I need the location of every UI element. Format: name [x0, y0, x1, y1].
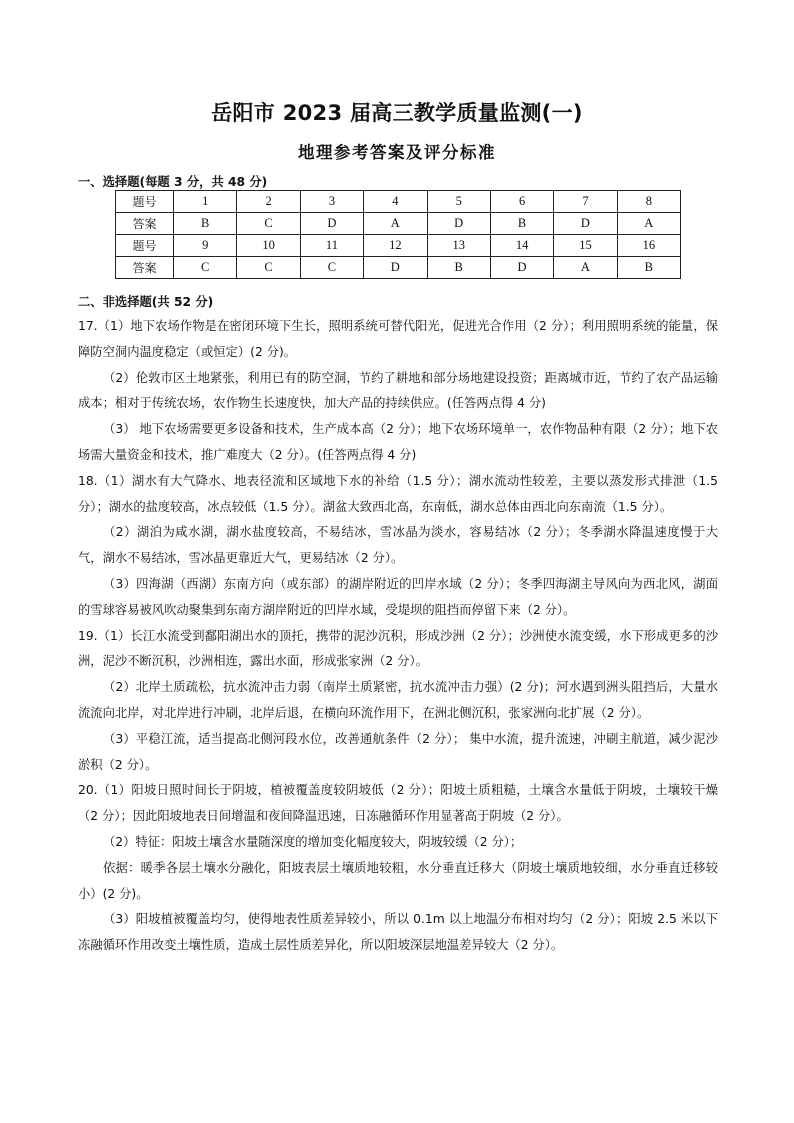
table-cell: 1	[174, 191, 237, 213]
page-title: 岳阳市 2023 届高三教学质量监测(一)	[211, 101, 583, 125]
answer-paragraph: 20.（1）阳坡日照时间长于阴坡，植被覆盖度较阴坡低（2 分）；阳坡土质粗糙，土壤含水量低于阴坡，土壤较干燥（2 分）；因此阳坡地表日间增温和夜间降温迅速，日冻融循环作用显著高于阴坡（2 分）。	[78, 783, 718, 824]
table-row-label: 答案	[116, 213, 174, 235]
table-cell: C	[174, 257, 237, 279]
answer-paragraph: （3）阳坡植被覆盖均匀，使得地表性质差异较小，所以 0.1m 以上地温分布相对均匀（2 分）；阳坡 2.5 米以下冻融循环作用改变土壤性质，造成土层性质差异化，所以阳坡深层地温差异较大（2 分）。	[78, 912, 718, 953]
table-cell: D	[490, 257, 553, 279]
page-subtitle: 地理参考答案及评分标准	[298, 143, 496, 162]
answer-paragraph: （3） 地下农场需要更多设备和技术，生产成本高（2 分）；地下农场环境单一，农作物品种有限（2 分）；地下农场需大量资金和技术，推广难度大（2 分）。(任答两点得 4 分)	[78, 422, 718, 462]
table-cell: 5	[427, 191, 490, 213]
table-cell: 13	[427, 235, 490, 257]
table-cell: 8	[617, 191, 680, 213]
table-cell: 3	[300, 191, 363, 213]
answer-paragraph: 19.（1）长江水流受到鄱阳湖出水的顶托，携带的泥沙沉积，形成沙洲（2 分）；沙洲使水流变缓，水下形成更多的沙洲，泥沙不断沉积，沙洲相连，露出水面，形成张家洲（2 分）。	[78, 628, 718, 669]
table-row-label: 答案	[116, 257, 174, 279]
section-heading-nonchoice: 二、非选择题(共 52 分)	[78, 295, 214, 309]
table-cell: 15	[554, 235, 617, 257]
table-row-label: 题号	[116, 235, 174, 257]
answer-table	[115, 190, 681, 279]
table-cell: C	[237, 257, 300, 279]
answer-paragraph: （2）湖泊为咸水湖，湖水盐度较高，不易结冰，雪冰晶为淡水，容易结冰（2 分）；冬季湖水降温速度慢于大气，湖水不易结冰，雪冰晶更靠近大气，更易结冰（2 分）。	[78, 525, 718, 566]
table-cell: 6	[490, 191, 553, 213]
table-row	[116, 213, 681, 235]
table-cell: A	[364, 213, 427, 235]
table-cell: 2	[237, 191, 300, 213]
table-cell: A	[554, 257, 617, 279]
table-row	[116, 191, 681, 213]
answer-paragraph: （3）四海湖（西湖）东南方向（或东部）的湖岸附近的凹岸水域（2 分）；冬季四海湖主导风向为西北风，湖面的雪球容易被风吹动聚集到东南方湖岸附近的凹岸水域，受堤坝的阻挡而停留下来（2 分）。	[78, 576, 718, 617]
answer-paragraph: 17.（1）地下农场作物是在密闭环境下生长，照明系统可替代阳光，促进光合作用（2 分）；利用照明系统的能量，保障防空洞内温度稳定（或恒定）(2 分)。	[78, 319, 718, 359]
table-cell: 7	[554, 191, 617, 213]
answer-paragraph: （2）特征：阳坡土壤含水量随深度的增加变化幅度较大，阴坡较缓（2 分）；	[103, 834, 523, 849]
table-cell: A	[617, 213, 680, 235]
table-row-label: 题号	[116, 191, 174, 213]
table-cell: 10	[237, 235, 300, 257]
table-cell: D	[364, 257, 427, 279]
table-cell: D	[427, 213, 490, 235]
table-cell: B	[427, 257, 490, 279]
table-row	[116, 235, 681, 257]
section-heading-choice: 一、选择题(每题 3 分，共 48 分)	[78, 175, 268, 189]
table-row	[116, 257, 681, 279]
answer-paragraph: 依据：暖季各层土壤水分融化，阳坡表层土壤质地较粗，水分垂直迁移大（阴坡土壤质地较细，水分垂直迁移较小）(2 分)。	[78, 860, 718, 901]
table-cell: 11	[300, 235, 363, 257]
table-cell: C	[237, 213, 300, 235]
table-cell: D	[300, 213, 363, 235]
table-cell: 9	[174, 235, 237, 257]
table-cell: 12	[364, 235, 427, 257]
table-cell: 4	[364, 191, 427, 213]
table-cell: B	[617, 257, 680, 279]
table-cell: 14	[490, 235, 553, 257]
table-cell: C	[300, 257, 363, 279]
table-cell: B	[490, 213, 553, 235]
table-cell: D	[554, 213, 617, 235]
answer-text-body	[78, 314, 718, 959]
table-cell: 16	[617, 235, 680, 257]
answer-paragraph: （2）北岸土质疏松，抗水流冲击力弱（南岸土质紧密，抗水流冲击力强）(2 分)；河水遇到洲头阻挡后，大量水流流向北岸，对北岸进行冲刷，北岸后退，在横向环流作用下，在洲北侧沉积，张家洲向北扩展（2 分）。	[78, 680, 718, 720]
answer-paragraph: （3）平稳江流，适当提高北侧河段水位，改善通航条件（2 分）； 集中水流，提升流速，冲刷主航道，减少泥沙淤积（2 分）。	[78, 731, 718, 772]
answer-paragraph: （2）伦敦市区土地紧张，利用已有的防空洞，节约了耕地和部分场地建设投资；距离城市近，节约了农产品运输成本；相对于传统农场，农作物生长速度快，加大产品的持续供应。(任答两点得 4 分)	[78, 370, 718, 411]
table-cell: B	[174, 213, 237, 235]
answer-paragraph: 18.（1）湖水有大气降水、地表径流和区域地下水的补给（1.5 分）；湖水流动性较差，主要以蒸发形式排泄（1.5 分）；湖水的盐度较高，冰点较低（1.5 分）。湖盆大致西北高，东南低，湖水总体由西北向东南流（1.5 分）。	[78, 473, 718, 514]
